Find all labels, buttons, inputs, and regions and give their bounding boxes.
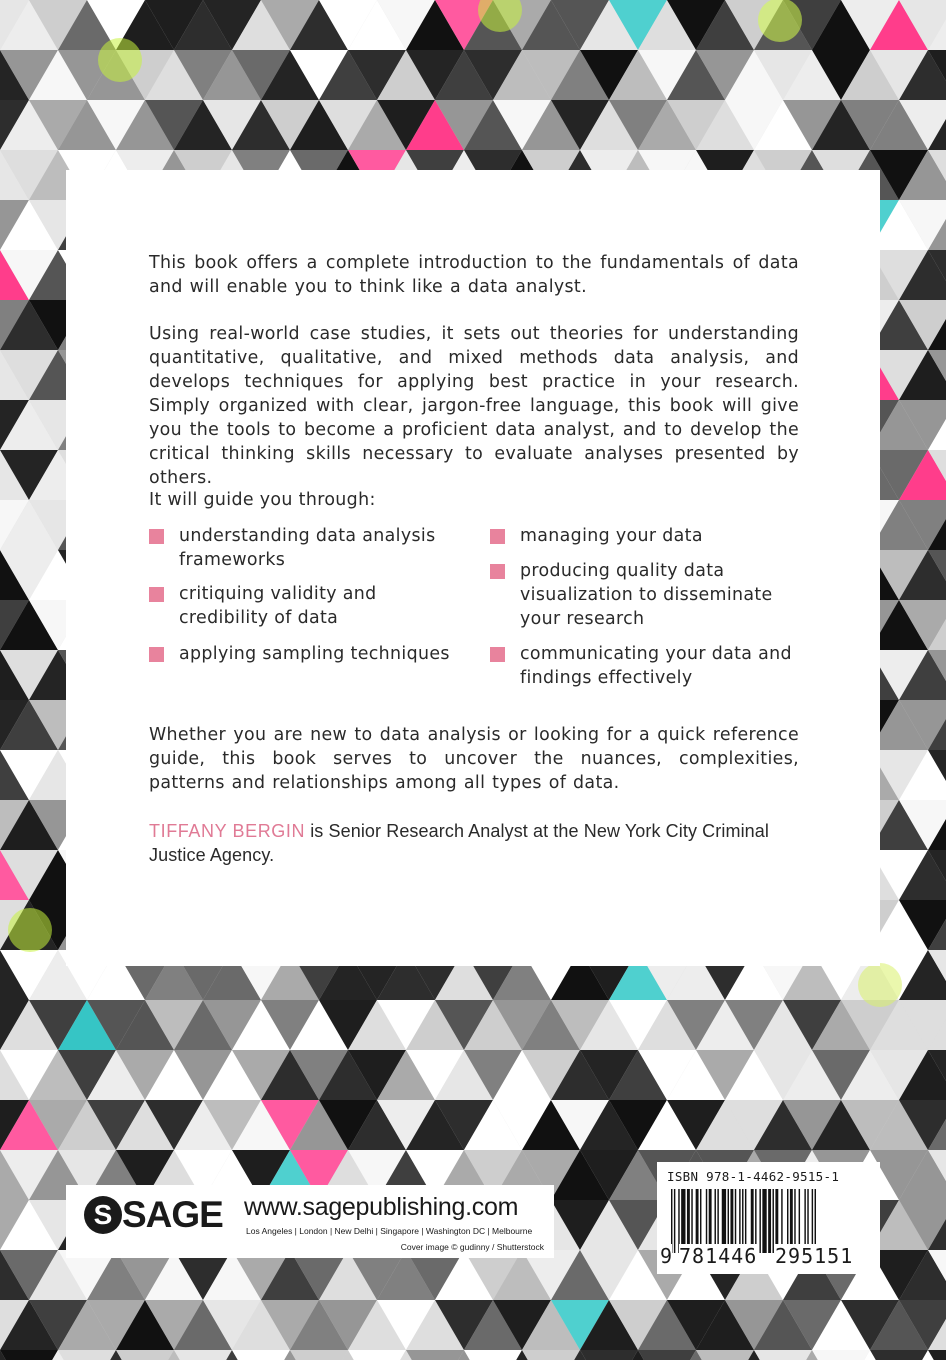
- mosaic-triangle: [348, 1350, 406, 1360]
- mosaic-triangle: [580, 1350, 638, 1360]
- pink-square-bullet-icon: [149, 587, 164, 602]
- barcode-bar: [674, 1189, 675, 1253]
- mosaic-triangle: [754, 1350, 812, 1360]
- mosaic-triangle: [116, 1350, 174, 1360]
- sage-logo: [84, 1194, 223, 1236]
- pink-square-bullet-icon: [490, 529, 505, 544]
- barcode-bar: [759, 1189, 760, 1253]
- bullet-text: critiquing validity and credibility of data: [179, 584, 377, 628]
- barcode-bar: [762, 1189, 766, 1253]
- author-bio: [149, 819, 799, 867]
- bullet-item: [149, 642, 469, 666]
- author-bio-text: is Senior Research Analyst at the New York City Criminal Justice Agency.: [149, 821, 769, 865]
- mosaic-triangle: [232, 1350, 290, 1360]
- mosaic-triangle: [0, 1350, 58, 1360]
- pink-square-bullet-icon: [490, 564, 505, 579]
- bullet-item: [490, 524, 810, 548]
- ean-left-digits: 781446: [679, 1244, 758, 1268]
- publisher-website[interactable]: www.sagepublishing.com: [244, 1193, 519, 1221]
- isbn-label: ISBN 978-1-4462-9515-1: [667, 1169, 840, 1184]
- mosaic-triangle: [58, 1350, 116, 1360]
- bullet-text: producing quality data visualization to disseminate your research: [520, 561, 773, 629]
- guide-intro: It will guide you through:: [149, 490, 376, 510]
- pink-square-bullet-icon: [490, 647, 505, 662]
- ean-right-digits: 295151: [775, 1244, 854, 1268]
- paint-splatter: [98, 38, 142, 82]
- bullet-text: communicating your data and findings effectively: [520, 644, 792, 688]
- pink-square-bullet-icon: [149, 529, 164, 544]
- paint-splatter: [758, 0, 802, 42]
- publisher-box: [66, 1185, 554, 1258]
- closing-paragraph: Whether you are new to data analysis or looking for a quick reference guide, this book serves to uncover the nuances, complexities, patterns and relationships among all types of data.: [149, 725, 799, 793]
- pink-square-bullet-icon: [149, 647, 164, 662]
- paint-splatter: [8, 908, 52, 952]
- mosaic-triangle: [464, 1350, 522, 1360]
- publisher-cities: Los Angeles | London | New Delhi | Singapore | Washington DC | Melbourne: [246, 1226, 533, 1236]
- ean-first-digit: 9: [660, 1244, 673, 1268]
- mosaic-triangle: [812, 1350, 870, 1360]
- bullet-item: [490, 559, 780, 631]
- mosaic-triangle: [870, 1350, 928, 1360]
- mosaic-triangle: [638, 1350, 696, 1360]
- paint-splatter: [858, 963, 902, 1007]
- sage-wordmark: SAGE: [122, 1194, 223, 1235]
- mosaic-triangle: [290, 1350, 348, 1360]
- mosaic-triangle: [522, 1350, 580, 1360]
- bullet-item: [149, 582, 469, 630]
- bullet-text: applying sampling techniques: [179, 644, 450, 664]
- bullet-text: understanding data analysis frameworks: [179, 526, 436, 570]
- cover-image-credit: Cover image © gudinny / Shutterstock: [400, 1242, 544, 1252]
- case-studies-paragraph: Using real-world case studies, it sets out theories for understanding quantitative, qualitative, and mixed methods data analysis, and develops techniques for applying best practice in your research. Simply organized with clear, jargon-free language, this book will give you the tools to become a proficient data analyst, and to develop the critical thinking skills necessary to evaluate analyses presented by others.: [149, 324, 799, 488]
- barcode-bar: [768, 1189, 771, 1253]
- barcode-bar: [773, 1189, 774, 1253]
- mosaic-triangle: [406, 1350, 464, 1360]
- mosaic-triangle: [174, 1350, 232, 1360]
- mosaic-triangle: [696, 1350, 754, 1360]
- sage-logo-icon: S: [84, 1196, 122, 1234]
- author-name: TIFFANY BERGIN: [149, 821, 306, 841]
- description-panel: [66, 170, 880, 966]
- bullet-text: managing your data: [520, 526, 703, 546]
- intro-paragraph: This book offers a complete introduction to the fundamentals of data and will enable you to think like a data analyst.: [149, 253, 799, 297]
- bullet-item: [490, 642, 810, 690]
- bullet-item: [149, 524, 469, 572]
- isbn-barcode-box: [657, 1162, 880, 1274]
